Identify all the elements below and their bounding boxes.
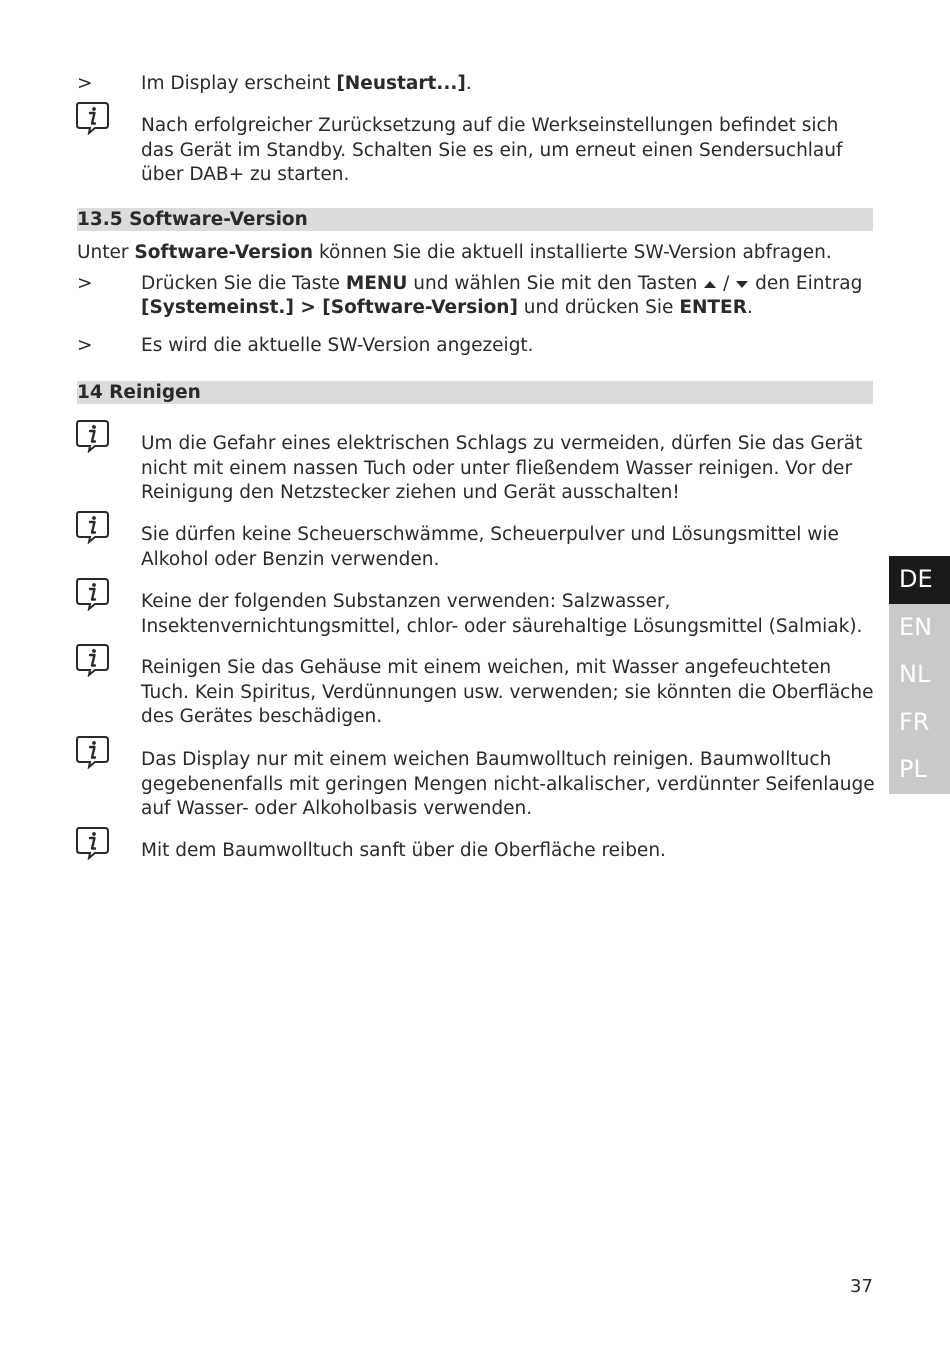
text: / <box>717 273 736 294</box>
step-line <box>141 272 862 297</box>
note-line: Das Display nur mit einem weichen Baumwolltuch reinigen. Baumwolltuch <box>141 749 832 770</box>
note-line: Insektenvernichtungsmittel, chlor- oder säurehaltige Lösungsmittel (Salmiak). <box>141 615 863 637</box>
bullet-marker: > <box>77 335 93 356</box>
bullet-marker: > <box>77 73 93 94</box>
text: und drücken Sie <box>517 297 680 318</box>
note-line: nicht mit einem nassen Tuch oder unter fließendem Wasser reinigen. Vor der <box>141 457 853 479</box>
text: Unter <box>77 242 135 263</box>
text: Im Display erscheint <box>141 73 337 94</box>
text: den Eintrag <box>749 273 863 294</box>
note-line: über DAB+ zu starten. <box>141 164 350 185</box>
note-line: Um die Gefahr eines elektrischen Schlags zu vermeiden, dürfen Sie das Gerät <box>141 433 863 454</box>
tab-de[interactable]: DE <box>889 556 950 604</box>
section-header: 13.5 Software-Version <box>77 208 873 231</box>
note-line: Reinigen Sie das Gehäuse mit einem weichen, mit Wasser angefeuchteten <box>141 657 832 678</box>
note-line: Keine der folgenden Substanzen verwenden: Salzwasser, <box>141 591 671 612</box>
software-version-label: Software-Version <box>134 242 314 263</box>
note-line: des Gerätes beschädigen. <box>141 706 383 727</box>
text: können Sie die aktuell installierte SW-Version abfragen. <box>313 242 832 263</box>
note-line: gegebenenfalls mit geringen Mengen nicht-alkalischer, verdünnter Seifenlauge <box>141 773 875 795</box>
note-line: auf Wasser- oder Alkoholbasis verwenden. <box>141 798 533 819</box>
enter-key-label: ENTER <box>679 297 747 318</box>
text: . <box>465 73 472 94</box>
neustart-label: [Neustart...] <box>336 73 466 94</box>
page-number: 37 <box>850 1276 873 1297</box>
text: und wählen Sie mit den Tasten <box>407 273 704 294</box>
display-line <box>141 72 472 97</box>
info-icon <box>75 101 111 135</box>
text: Drücken Sie die Taste <box>141 273 346 294</box>
triangle-up-icon <box>703 279 717 289</box>
info-icon <box>75 510 111 544</box>
tab-fr[interactable]: FR <box>889 699 950 747</box>
intro-line <box>77 241 832 266</box>
menu-key-label: MENU <box>345 273 408 294</box>
triangle-down-icon <box>735 279 749 289</box>
language-tabs <box>889 556 950 794</box>
note-line: Reinigung den Netzstecker ziehen und Gerät ausschalten! <box>141 482 680 503</box>
info-icon <box>75 577 111 611</box>
info-icon <box>75 735 111 769</box>
note-line: Sie dürfen keine Scheuerschwämme, Scheuerpulver und Lösungsmittel wie <box>141 524 839 545</box>
bullet-marker: > <box>77 273 93 294</box>
note-line: Tuch. Kein Spiritus, Verdünnungen usw. verwenden; sie könnten die Oberfläche <box>141 681 874 703</box>
info-icon <box>75 419 111 453</box>
tab-en[interactable]: EN <box>889 604 950 652</box>
note-line: Alkohol oder Benzin verwenden. <box>141 548 440 570</box>
tab-pl[interactable]: PL <box>889 746 950 794</box>
text: . <box>746 297 753 318</box>
step-line <box>141 296 753 321</box>
step-line: Es wird die aktuelle SW-Version angezeigt. <box>141 335 534 356</box>
note-line: Mit dem Baumwolltuch sanft über die Oberfläche reiben. <box>141 840 666 861</box>
tab-nl[interactable]: NL <box>889 651 950 699</box>
note-line: Nach erfolgreicher Zurücksetzung auf die Werkseinstellungen befindet sich <box>141 115 839 136</box>
info-icon <box>75 826 111 860</box>
info-icon <box>75 643 111 677</box>
note-line: das Gerät im Standby. Schalten Sie es ein, um erneut einen Sendersuchlauf <box>141 139 843 161</box>
section-header: 14 Reinigen <box>77 381 873 404</box>
menu-path-label: [Systemeinst.] > [Software-Version] <box>141 297 518 318</box>
